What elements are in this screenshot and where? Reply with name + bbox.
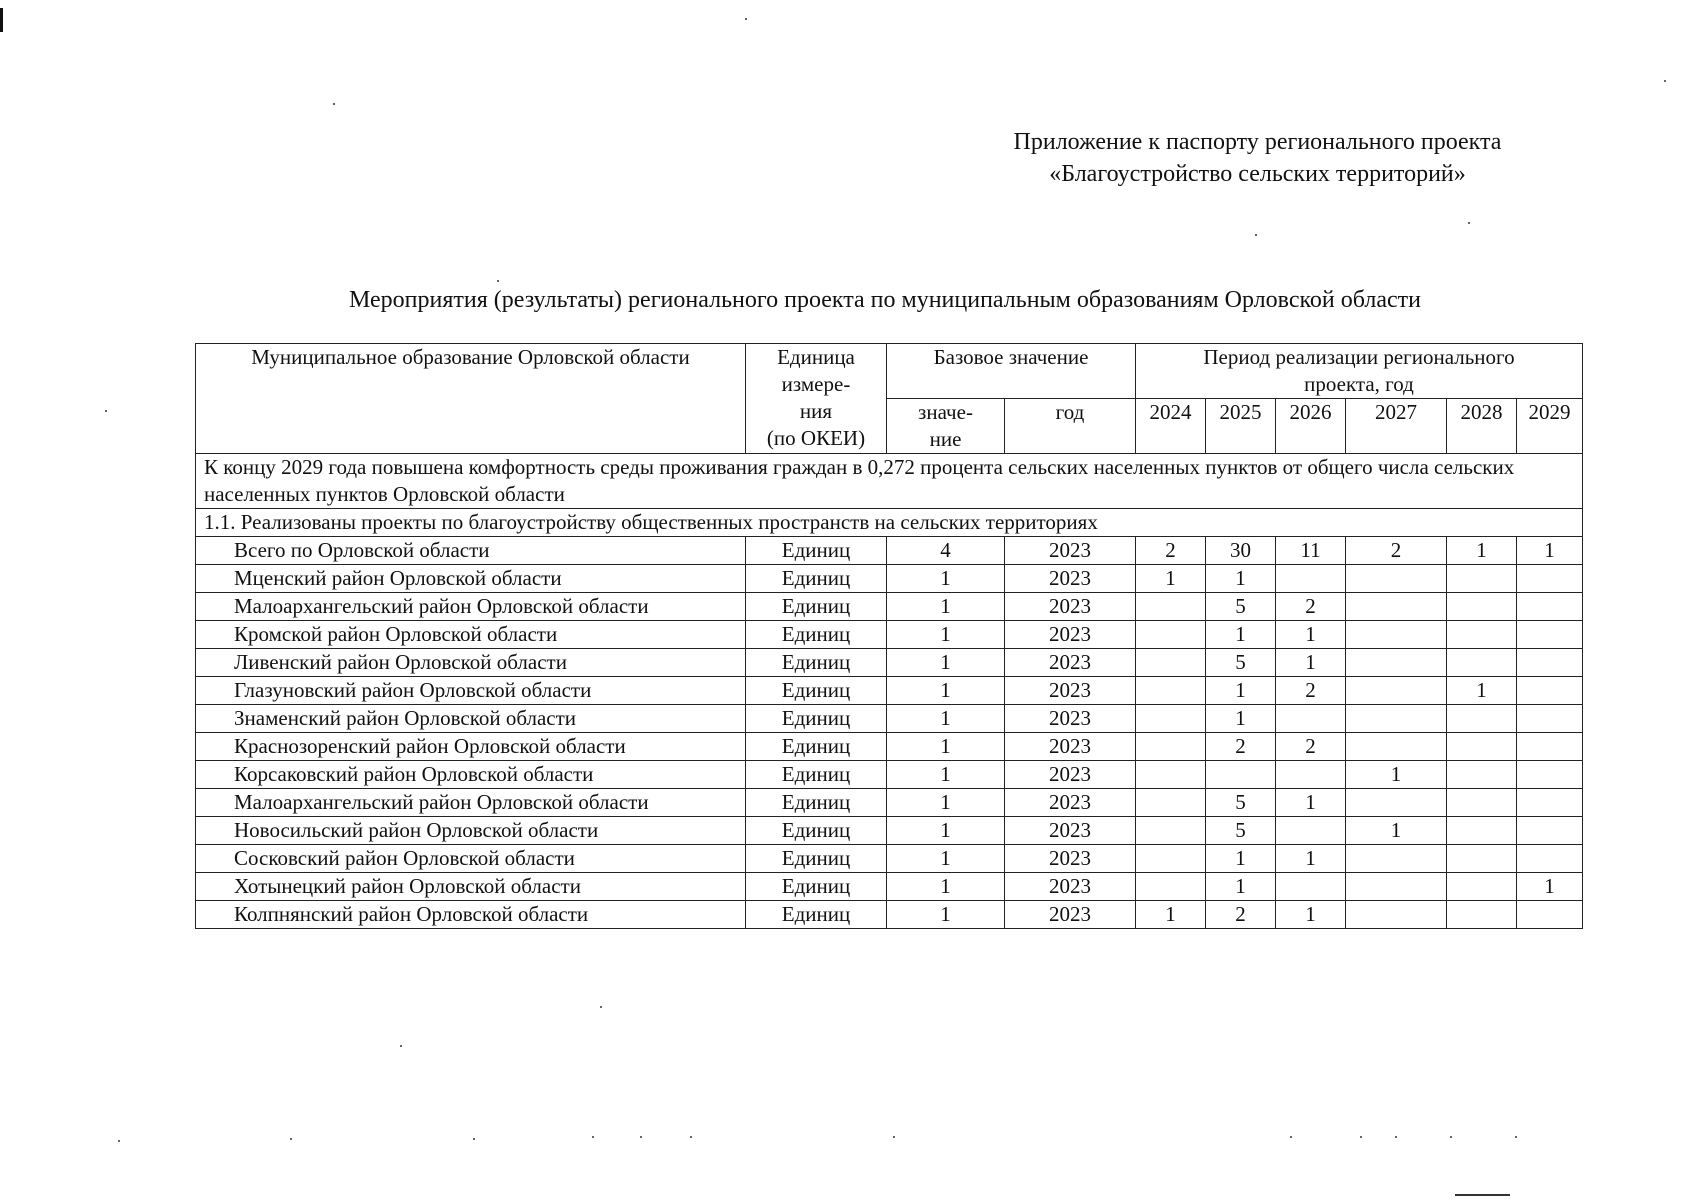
row-y2028: [1447, 705, 1517, 733]
header-period: [1136, 344, 1583, 399]
header-base: Базовое значение: [887, 344, 1136, 399]
row-y2029: 1: [1517, 873, 1583, 901]
row-y2027: [1346, 565, 1447, 593]
row-y2026: [1276, 705, 1346, 733]
row-municipality: Корсаковский район Орловской области: [196, 761, 746, 789]
row-y2026: 11: [1276, 537, 1346, 565]
row-y2025: 1: [1206, 705, 1276, 733]
scan-speck: [497, 280, 499, 282]
row-unit: Единиц: [746, 845, 887, 873]
row-y2024: [1136, 789, 1206, 817]
row-y2026: 2: [1276, 733, 1346, 761]
row-y2027: [1346, 705, 1447, 733]
scan-speck: [1468, 222, 1470, 224]
header-base-value-line-2: ние: [929, 427, 962, 451]
row-y2024: [1136, 733, 1206, 761]
table-row: [196, 677, 1583, 705]
row-base-year: 2023: [1005, 649, 1136, 677]
row-municipality: Колпнянский район Орловской области: [196, 901, 746, 929]
row-base-value: 1: [887, 761, 1005, 789]
row-base-year: 2023: [1005, 733, 1136, 761]
row-y2026: 2: [1276, 593, 1346, 621]
row-y2026: 1: [1276, 845, 1346, 873]
table-row: [196, 733, 1583, 761]
row-y2029: [1517, 761, 1583, 789]
document-header: [935, 126, 1580, 190]
header-unit-line-3: ния: [799, 399, 833, 423]
header-line-2: «Благоустройство сельских территорий»: [1049, 161, 1466, 187]
table-row: [196, 705, 1583, 733]
row-unit: Единиц: [746, 649, 887, 677]
row-y2029: [1517, 621, 1583, 649]
scan-speck: [640, 1136, 642, 1138]
header-year-2028: 2028: [1447, 399, 1517, 454]
row-y2027: 2: [1346, 537, 1447, 565]
row-y2029: [1517, 733, 1583, 761]
row-municipality: Новосильский район Орловской области: [196, 817, 746, 845]
section-row: [196, 509, 1583, 537]
row-y2025: 1: [1206, 873, 1276, 901]
table-row: [196, 817, 1583, 845]
row-y2029: [1517, 789, 1583, 817]
scan-speck: [1515, 1136, 1517, 1138]
row-y2026: 1: [1276, 621, 1346, 649]
goal-text: К концу 2029 года повышена комфортность среды проживания граждан в 0,272 процента сельских населенных пунктов от общего числа сельских населенных пунктов Орловской области: [196, 454, 1583, 509]
row-y2025: [1206, 761, 1276, 789]
row-base-value: 1: [887, 845, 1005, 873]
row-y2026: 2: [1276, 677, 1346, 705]
row-y2026: 1: [1276, 901, 1346, 929]
row-base-year: 2023: [1005, 677, 1136, 705]
row-y2025: 5: [1206, 789, 1276, 817]
scan-speck: [473, 1138, 475, 1140]
row-municipality: Малоархангельский район Орловской области: [196, 593, 746, 621]
row-unit: Единиц: [746, 901, 887, 929]
row-y2029: [1517, 565, 1583, 593]
table-row: [196, 761, 1583, 789]
header-line-1: Приложение к паспорту регионального проекта: [1013, 129, 1502, 155]
row-municipality: Знаменский район Орловской области: [196, 705, 746, 733]
row-base-year: 2023: [1005, 761, 1136, 789]
row-y2028: [1447, 873, 1517, 901]
row-base-value: 1: [887, 677, 1005, 705]
header-year-2025: 2025: [1206, 399, 1276, 454]
row-y2025: 1: [1206, 677, 1276, 705]
table-row: [196, 845, 1583, 873]
row-y2024: [1136, 649, 1206, 677]
row-y2024: [1136, 593, 1206, 621]
scan-speck: [290, 1138, 292, 1140]
row-base-value: 1: [887, 733, 1005, 761]
header-municipality: Муниципальное образование Орловской области: [196, 344, 746, 454]
row-y2027: [1346, 901, 1447, 929]
row-y2027: [1346, 873, 1447, 901]
scan-speck: [745, 18, 747, 20]
scan-speck: [893, 1136, 895, 1138]
row-y2028: 1: [1447, 537, 1517, 565]
row-base-value: 4: [887, 537, 1005, 565]
row-municipality: Хотынецкий район Орловской области: [196, 873, 746, 901]
header-base-value: [887, 399, 1005, 454]
row-y2028: [1447, 845, 1517, 873]
header-unit-line-1: Единица: [777, 345, 855, 369]
scan-speck: [1450, 1136, 1452, 1138]
row-unit: Единиц: [746, 873, 887, 901]
scan-speck: [333, 103, 335, 105]
row-y2025: 1: [1206, 565, 1276, 593]
row-base-value: 1: [887, 621, 1005, 649]
section-text: 1.1. Реализованы проекты по благоустройству общественных пространств на сельских территориях: [196, 509, 1583, 537]
table-row: [196, 901, 1583, 929]
row-y2028: [1447, 901, 1517, 929]
row-y2027: [1346, 677, 1447, 705]
scan-speck: [1290, 1136, 1292, 1138]
row-y2024: 1: [1136, 901, 1206, 929]
row-base-year: 2023: [1005, 537, 1136, 565]
row-base-value: 1: [887, 789, 1005, 817]
scan-speck: [1255, 234, 1257, 236]
row-unit: Единиц: [746, 733, 887, 761]
table-row: [196, 649, 1583, 677]
row-y2028: [1447, 761, 1517, 789]
header-year-2027: 2027: [1346, 399, 1447, 454]
row-unit: Единиц: [746, 565, 887, 593]
row-base-year: 2023: [1005, 621, 1136, 649]
table-row: [196, 593, 1583, 621]
row-y2025: 1: [1206, 621, 1276, 649]
row-y2029: [1517, 845, 1583, 873]
scan-speck: [1360, 1136, 1362, 1138]
row-y2028: 1: [1447, 677, 1517, 705]
scan-speck: [400, 1045, 402, 1047]
row-y2028: [1447, 593, 1517, 621]
row-unit: Единиц: [746, 537, 887, 565]
header-period-line-2: проекта, год: [1304, 372, 1414, 396]
header-unit: [746, 344, 887, 454]
row-base-value: 1: [887, 901, 1005, 929]
row-y2024: [1136, 761, 1206, 789]
row-base-year: 2023: [1005, 789, 1136, 817]
row-y2029: [1517, 677, 1583, 705]
row-municipality: Краснозоренский район Орловской области: [196, 733, 746, 761]
results-table: [195, 343, 1583, 929]
row-base-value: 1: [887, 817, 1005, 845]
scan-dash: [1455, 1194, 1510, 1196]
row-municipality: Всего по Орловской области: [196, 537, 746, 565]
row-y2029: 1: [1517, 537, 1583, 565]
table-row: [196, 537, 1583, 565]
row-y2029: [1517, 705, 1583, 733]
row-y2024: [1136, 677, 1206, 705]
row-y2027: [1346, 789, 1447, 817]
scan-speck: [105, 410, 107, 412]
scan-speck: [118, 1140, 120, 1142]
row-y2027: 1: [1346, 761, 1447, 789]
row-y2025: 5: [1206, 593, 1276, 621]
row-base-year: 2023: [1005, 817, 1136, 845]
scan-speck: [592, 1136, 594, 1138]
row-y2024: 1: [1136, 565, 1206, 593]
row-y2029: [1517, 649, 1583, 677]
row-y2026: [1276, 873, 1346, 901]
scan-speck: [690, 1136, 692, 1138]
row-y2029: [1517, 901, 1583, 929]
row-unit: Единиц: [746, 789, 887, 817]
scan-speck: [1395, 1136, 1397, 1138]
row-y2028: [1447, 565, 1517, 593]
row-y2027: [1346, 649, 1447, 677]
row-municipality: Кромской район Орловской области: [196, 621, 746, 649]
row-base-year: 2023: [1005, 593, 1136, 621]
table-row: [196, 565, 1583, 593]
row-y2026: 1: [1276, 789, 1346, 817]
row-municipality: Ливенский район Орловской области: [196, 649, 746, 677]
table-row: [196, 789, 1583, 817]
row-base-year: 2023: [1005, 873, 1136, 901]
header-unit-line-4: (по ОКЕИ): [766, 426, 866, 450]
row-y2026: [1276, 565, 1346, 593]
row-base-value: 1: [887, 705, 1005, 733]
row-y2027: [1346, 733, 1447, 761]
row-base-value: 1: [887, 565, 1005, 593]
row-base-value: 1: [887, 649, 1005, 677]
row-municipality: Малоархангельский район Орловской области: [196, 789, 746, 817]
header-row-1: [196, 344, 1583, 399]
row-y2028: [1447, 649, 1517, 677]
page-title: Мероприятия (результаты) регионального проекта по муниципальным образованиям Орловской области: [348, 287, 1421, 313]
row-y2026: 1: [1276, 649, 1346, 677]
header-base-year: год: [1005, 399, 1136, 454]
row-base-year: 2023: [1005, 845, 1136, 873]
row-y2024: [1136, 705, 1206, 733]
scan-edge-mark: [0, 8, 3, 32]
row-base-year: 2023: [1005, 901, 1136, 929]
row-y2025: 2: [1206, 733, 1276, 761]
row-y2028: [1447, 733, 1517, 761]
row-y2028: [1447, 621, 1517, 649]
header-period-line-1: Период реализации регионального: [1203, 345, 1515, 369]
row-base-value: 1: [887, 593, 1005, 621]
goal-row: [196, 454, 1583, 509]
scan-speck: [600, 1006, 602, 1008]
table-row: [196, 873, 1583, 901]
row-municipality: Мценский район Орловской области: [196, 565, 746, 593]
row-y2025: 2: [1206, 901, 1276, 929]
header-base-value-line-1: значе-: [918, 400, 973, 424]
row-unit: Единиц: [746, 677, 887, 705]
row-y2028: [1447, 789, 1517, 817]
row-unit: Единиц: [746, 621, 887, 649]
row-municipality: Сосковский район Орловской области: [196, 845, 746, 873]
table-row: [196, 621, 1583, 649]
header-unit-line-2: измере-: [781, 372, 851, 396]
header-year-2029: 2029: [1517, 399, 1583, 454]
row-y2027: [1346, 621, 1447, 649]
header-year-2026: 2026: [1276, 399, 1346, 454]
row-unit: Единиц: [746, 761, 887, 789]
row-y2025: 5: [1206, 817, 1276, 845]
row-base-year: 2023: [1005, 705, 1136, 733]
row-y2027: 1: [1346, 817, 1447, 845]
row-y2024: [1136, 817, 1206, 845]
row-y2029: [1517, 817, 1583, 845]
row-unit: Единиц: [746, 705, 887, 733]
row-y2027: [1346, 593, 1447, 621]
row-y2024: [1136, 845, 1206, 873]
row-y2024: [1136, 621, 1206, 649]
row-municipality: Глазуновский район Орловской области: [196, 677, 746, 705]
scan-speck: [1664, 80, 1666, 82]
row-unit: Единиц: [746, 593, 887, 621]
row-y2024: [1136, 873, 1206, 901]
row-y2029: [1517, 593, 1583, 621]
row-base-value: 1: [887, 873, 1005, 901]
header-year-2024: 2024: [1136, 399, 1206, 454]
row-y2025: 30: [1206, 537, 1276, 565]
row-y2024: 2: [1136, 537, 1206, 565]
row-y2025: 1: [1206, 845, 1276, 873]
row-y2025: 5: [1206, 649, 1276, 677]
row-unit: Единиц: [746, 817, 887, 845]
row-base-year: 2023: [1005, 565, 1136, 593]
row-y2026: [1276, 761, 1346, 789]
row-y2027: [1346, 845, 1447, 873]
row-y2028: [1447, 817, 1517, 845]
row-y2026: [1276, 817, 1346, 845]
